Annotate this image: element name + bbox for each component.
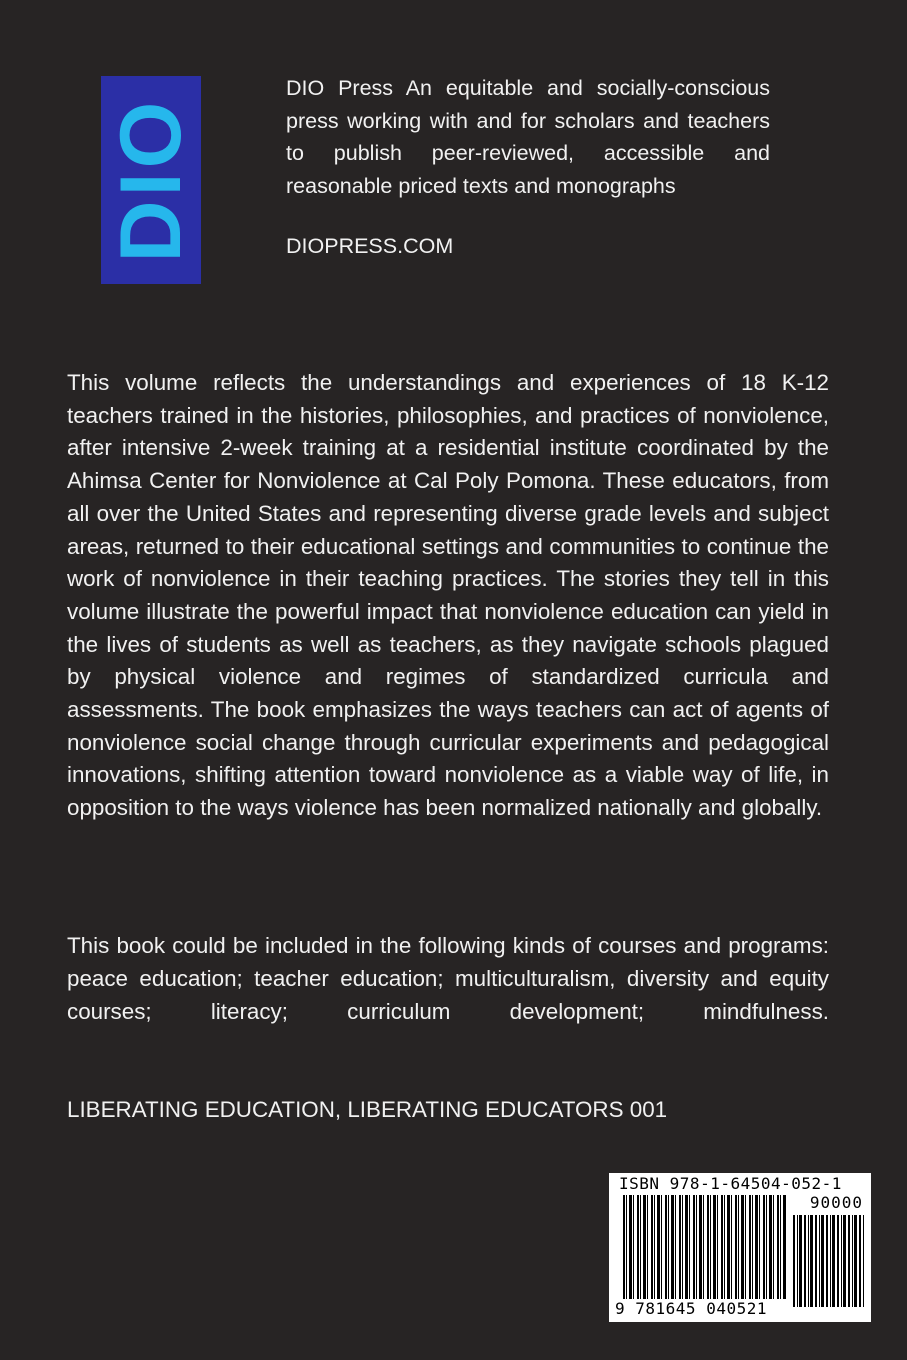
ean-digits: 9 781645 040521 [615,1299,767,1318]
courses-paragraph: This book could be included in the following kinds of courses and programs: peace education; teacher education; multiculturalism, diversity and equity courses; literacy; curriculum development; mindfulness. [67,933,829,1024]
book-description: This volume reflects the understandings and experiences of 18 K-12 teachers trained in the histories, philosophies, and practices of nonviolence, after intensive 2-week training at a residential institute coordinated by the Ahimsa Center for Nonviolence at Cal Poly Pomona. These educators, from all over the United States and representing diverse grade levels and subject areas, returned to their educational settings and communities to continue the work of nonviolence in their teaching practices. The stories they tell in this volume illustrate the powerful impact that nonviolence education can yield in the lives of students as well as teachers, as they navigate schools plagued by physical violence and regimes of standardized curricula and assessments. The book emphasizes the ways teachers can act of agents of nonviolence social change through curricular experiments and pedagogical innovations, shifting attention toward nonviolence as a viable way of life, in opposition to the ways violence has been normalized nationally and globally. [67,370,829,821]
isbn-label: ISBN 978-1-64504-052-1 [619,1174,842,1193]
isbn-barcode [609,1173,871,1322]
ean-barcode-bars [623,1195,787,1299]
addon-barcode-bars [793,1215,865,1307]
press-blurb: DIO Press An equitable and socially-conscious press working with and for scholars and teachers to publish peer-reviewed, accessible and reasonable priced texts and monographs [286,76,770,198]
press-website: DIOPRESS.COM [286,234,454,258]
dio-press-logo [101,76,201,284]
series-title: LIBERATING EDUCATION, LIBERATING EDUCATORS 001 [67,1097,668,1122]
logo-text: DIO [103,97,199,263]
price-code: 90000 [809,1193,863,1212]
